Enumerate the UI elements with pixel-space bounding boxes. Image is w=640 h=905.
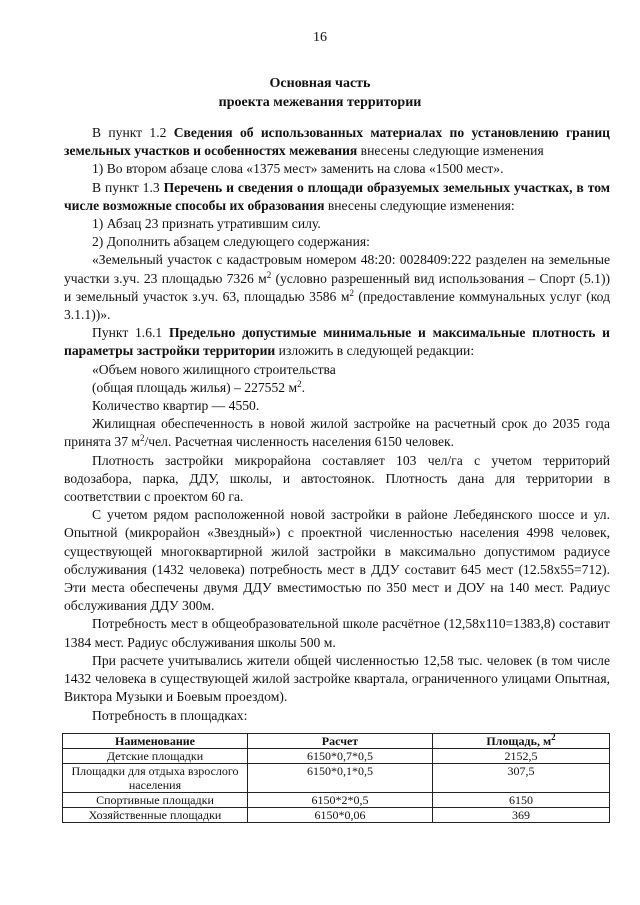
paragraph-item-1-6-1: Пункт 1.6.1 Предельно допустимые минимальные и максимальные плотность и параметры застройки территории изложить в следующей редакции: <box>64 325 610 359</box>
kindergarten-paragraph: С учетом рядом расположенной новой застройки в районе Лебедянского шоссе и ул. Опытной (микрорайон «Звездный») с проектной численностью населения 4998 человек, существующей многоквартирной жилой застройки в максимально допустимом радиусе обслуживания (1432 человека) потребность мест в ДДУ составит 645 мест (12.58х55=712). Эти места обеспечены двумя ДДУ вместимостью по 350 мест и ДОУ на 140 мест. Радиус обслуживания ДДУ 300м. <box>64 507 610 614</box>
row-name: Хозяйственные площадки <box>63 808 248 823</box>
amendment-1-2-item-1: 1) Во втором абзаце слова «1375 мест» заменить на слова «1500 мест». <box>92 161 504 177</box>
apartment-count: Количество квартир — 4550. <box>92 398 260 414</box>
school-paragraph: Потребность мест в общеобразовательной школе расчётное (12,58х110=1383,8) составит 1384 мест. Радиус обслуживания школы 500 м. <box>64 616 610 650</box>
amendment-1-3-item-2: 2) Дополнить абзацем следующего содержания: <box>92 234 370 250</box>
row-area: 307,5 <box>433 764 610 793</box>
row-name: Площадки для отдыха взрослого населения <box>63 764 248 793</box>
row-calculation: 6150*0,7*0,5 <box>248 749 433 764</box>
row-calculation: 6150*0,06 <box>248 808 433 823</box>
table-header-row <box>63 734 610 749</box>
page-number: 16 <box>313 30 327 45</box>
title-line-1: Основная часть <box>269 76 371 91</box>
paragraph-item-1-3: В пункт 1.3 Перечень и сведения о площади образуемых земельных участках, в том числе возможные способы их образования внесены следующие изменения: <box>64 179 610 213</box>
quote-line-1: «Объем нового жилищного строительства <box>92 361 336 377</box>
row-area: 369 <box>433 808 610 823</box>
density-paragraph: Плотность застройки микрорайона составляет 103 чел/га с учетом территорий водозабора, парка, ДДУ, школы, и автостоянок. Плотность дана для территории в соответствии с проектом 60 га. <box>64 452 610 505</box>
playgrounds-need-label: Потребность в площадках: <box>92 707 248 723</box>
table-row <box>63 749 610 764</box>
title-line-2: проекта межевания территории <box>218 95 422 110</box>
paragraph-item-1-2: В пункт 1.2 Сведения об использованных материалах по установлению границ земельных участков и особенностях межевания внесены следующие изменения <box>64 125 610 159</box>
item-1-2-heading: Сведения об использованных материалах по установлению границ земельных участков и особенностях межевания <box>64 125 610 159</box>
header-calculation: Расчет <box>248 734 433 749</box>
row-calculation: 6150*2*0,5 <box>248 793 433 808</box>
document-body <box>64 124 610 725</box>
table-row <box>63 793 610 808</box>
row-area: 6150 <box>433 793 610 808</box>
quote-line-2: (общая площадь жилья) – 227552 $м^2$. <box>92 378 305 395</box>
playgrounds-table <box>62 733 610 823</box>
header-name: Наименование <box>63 734 248 749</box>
row-area: 2152,5 <box>433 749 610 764</box>
row-name: Детские площадки <box>63 749 248 764</box>
calculation-paragraph: При расчете учитывались жители общей численностью 12,58 тыс. человек (в том числе 1432 человека в существующей жилой застройке квартала, ограниченного улицами Опытная, Виктора Музыки и Боевым проездом). <box>64 652 610 705</box>
item-1-3-heading: Перечень и сведения о площади образуемых земельных участках, в том числе возможные способы их образования <box>64 179 610 213</box>
housing-provision-paragraph: Жилищная обеспеченность в новой жилой застройке на расчетный срок до 2035 года принята 37 $м^2$/чел. Расчетная численность населения 6150 человек. <box>64 416 610 450</box>
row-name: Спортивные площадки <box>63 793 248 808</box>
section-title <box>0 74 640 112</box>
item-1-6-1-heading: Предельно допустимые минимальные и максимальные плотность и параметры застройки территории <box>64 325 610 359</box>
row-calculation: 6150*0,1*0,5 <box>248 764 433 793</box>
land-plot-quote: «Земельный участок с кадастровым номером 48:20: 0028409:222 разделен на земельные участки з.уч. 23 площадью 7326 $м^2$ (условно разрешенный вид использования – Спорт (5.1)) и земельный участок з.уч. 63, площадью 3586 $м^2$ (предоставление коммунальных услуг (код 3.1.1))». <box>64 252 611 323</box>
header-area: Площадь, $м^2$ <box>433 734 610 749</box>
amendment-1-3-item-1: 1) Абзац 23 признать утратившим силу. <box>92 216 321 232</box>
table-row <box>63 764 610 793</box>
table-row <box>63 808 610 823</box>
